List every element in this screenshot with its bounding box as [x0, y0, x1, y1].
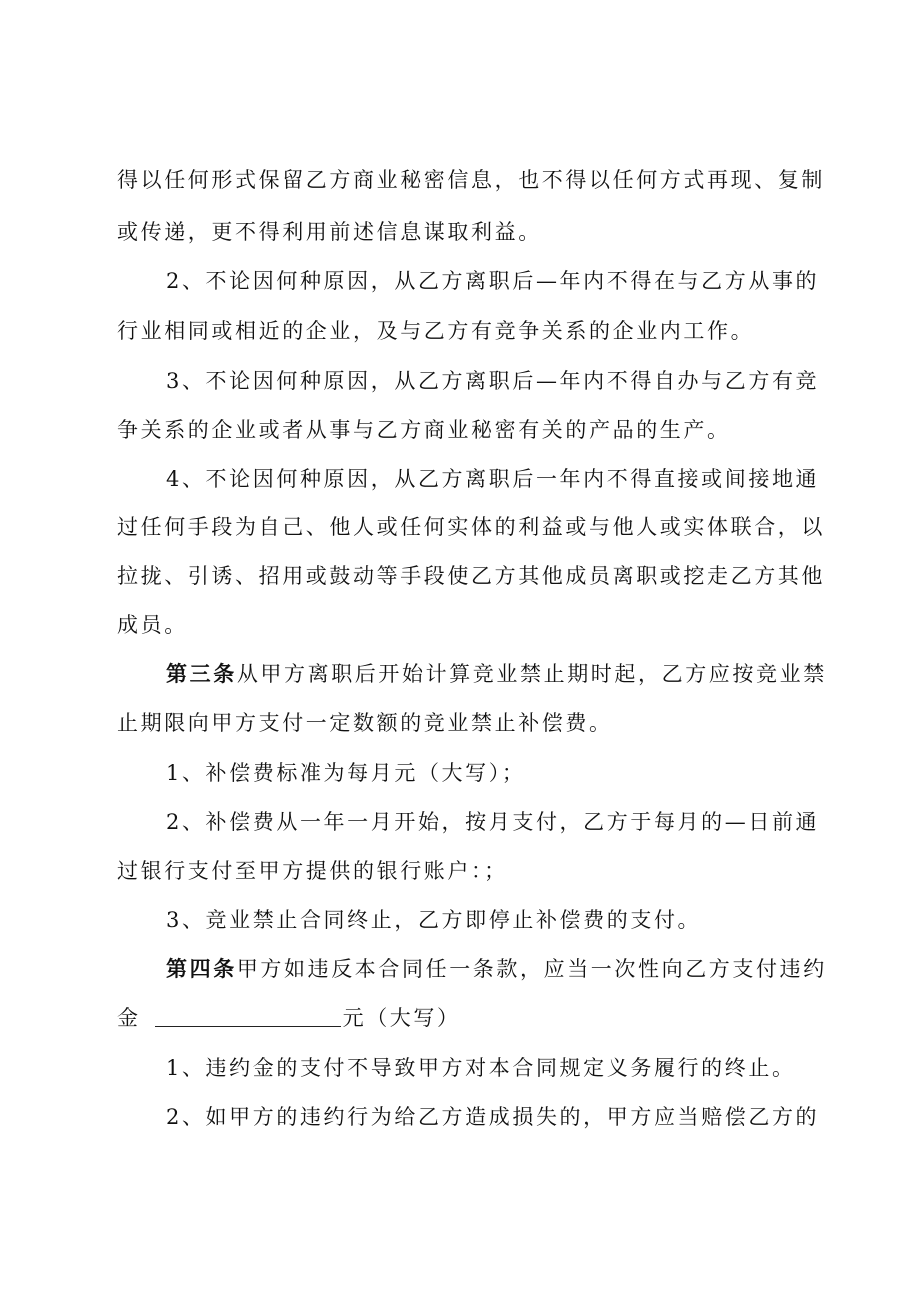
- article-3-item: 2、补偿费从一年一月开始，按月支付，乙方于每月的—日前通: [166, 810, 820, 834]
- article-3-cont: 止期限向甲方支付一定数额的竞业禁止补偿费。: [117, 711, 613, 735]
- clause-3-line: 3、不论因何种原因，从乙方离职后—年内不得自办与乙方有竞: [166, 369, 820, 393]
- article-4-heading: 第四条: [166, 956, 237, 981]
- paragraph-line: 得以任何形式保留乙方商业秘密信息，也不得以任何方式再现、复制: [117, 168, 825, 192]
- clause-4-line: 成员。: [117, 613, 188, 637]
- clause-2-line: 行业相同或相近的企业，及与乙方有竞争关系的企业内工作。: [117, 319, 755, 343]
- clause-4-line: 拉拢、引诱、招用或鼓动等手段使乙方其他成员离职或挖走乙方其他: [117, 564, 825, 588]
- article-3-line: [166, 660, 827, 688]
- article-3-item: 3、竞业禁止合同终止，乙方即停止补偿费的支付。: [166, 908, 702, 932]
- article-4-cont: [117, 1004, 817, 1032]
- article-4-line: [166, 955, 827, 983]
- paragraph-line: 或传递，更不得利用前述信息谋取利益。: [117, 220, 542, 244]
- clause-2-line: 2、不论因何种原因，从乙方离职后—年内不得在与乙方从事的: [166, 269, 820, 293]
- article-3-item: 过银行支付至甲方提供的银行账户：；: [117, 859, 508, 883]
- article-4-text: 甲方如违反本合同任一条款，应当一次性向乙方支付违约: [236, 957, 827, 981]
- article-4-item: 2、如甲方的违约行为给乙方造成损失的，甲方应当赔偿乙方的: [166, 1105, 820, 1129]
- clause-4-line: 4、不论因何种原因，从乙方离职后一年内不得直接或间接地通: [166, 467, 820, 491]
- clause-3-line: 争关系的企业或者从事与乙方商业秘密有关的产品的生产。: [117, 418, 731, 442]
- article-3-item: 1、补偿费标准为每月元（大写）；: [166, 761, 526, 785]
- article-3-heading: 第三条: [166, 661, 237, 686]
- article-4-suffix: 元（大写）: [342, 1006, 461, 1030]
- article-4-prefix: 金: [117, 1006, 141, 1030]
- amount-blank: [155, 1006, 341, 1027]
- article-4-item: 1、违约金的支付不导致甲方对本合同规定义务履行的终止。: [166, 1056, 796, 1080]
- clause-4-line: 过任何手段为自己、他人或任何实体的利益或与他人或实体联合，以: [117, 515, 825, 539]
- article-3-text: 从甲方离职后开始计算竞业禁止期时起，乙方应按竞业禁: [236, 662, 827, 686]
